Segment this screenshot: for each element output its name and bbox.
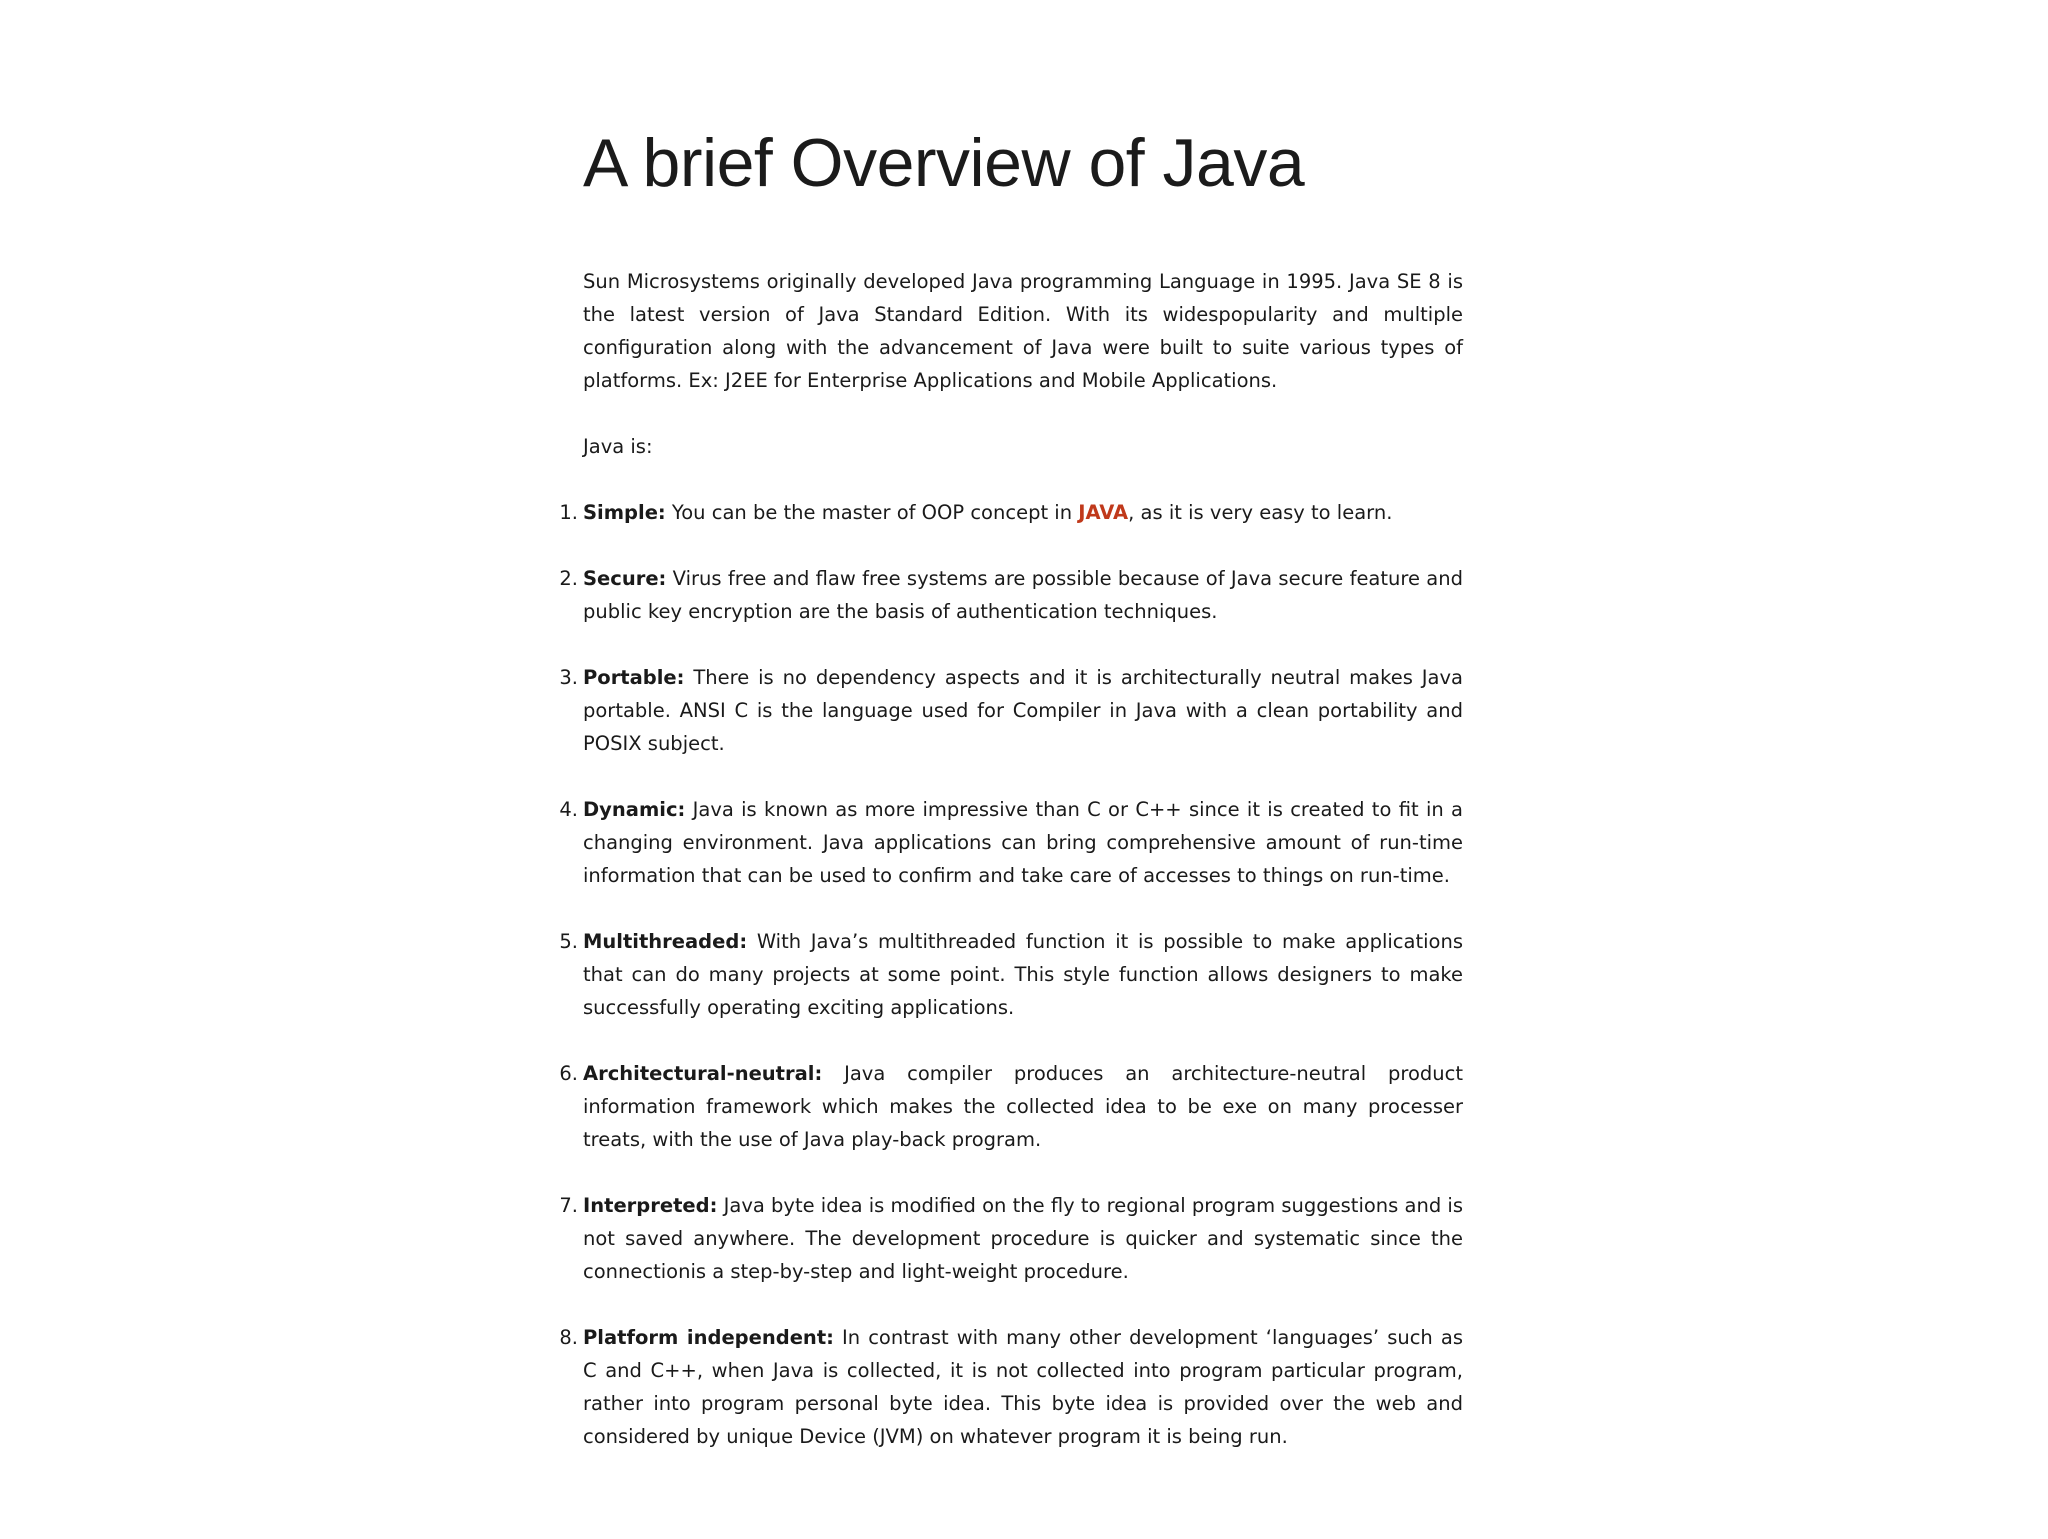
feature-text: Java compiler produces an architecture-neutral product information framework which makes the collected idea to be exe on many processer treats, with the use of Java play-back program. [583, 1062, 1463, 1151]
document-page [559, 118, 1463, 1486]
feature-text: You can be the master of OOP concept in [665, 501, 1079, 524]
feature-term: Multithreaded: [583, 930, 748, 953]
list-item [559, 1057, 1463, 1156]
feature-text: , as it is very easy to learn. [1128, 501, 1393, 524]
list-item [559, 562, 1463, 628]
feature-term: Portable: [583, 666, 685, 689]
list-item-number: 2. [559, 567, 578, 590]
feature-list [559, 496, 1463, 1453]
list-item-number: 4. [559, 798, 578, 821]
intro-paragraph: Sun Microsystems originally developed Java programming Language in 1995. Java SE 8 is the latest version of Java Standard Edition. With its widespopularity and multiple configuration along with the advancement of Java were built to suite various types of platforms. Ex: J2EE for Enterprise Applications and Mobile Applications. [583, 270, 1463, 392]
list-item-number: 8. [559, 1326, 578, 1349]
list-item-number: 5. [559, 930, 578, 953]
java-is-label: Java is: [583, 435, 653, 458]
feature-term: Architectural-neutral: [583, 1062, 823, 1085]
feature-term: Dynamic: [583, 798, 686, 821]
feature-text: Java is known as more impressive than C or C++ since it is created to fit in a changing environment. Java applications can bring comprehensive amount of run-time information that can be used to confirm and take care of accesses to things on run-time. [583, 798, 1463, 887]
feature-term: Platform independent: [583, 1326, 834, 1349]
list-item [559, 1321, 1463, 1453]
list-item [559, 661, 1463, 760]
feature-term: Simple: [583, 501, 666, 524]
feature-text: Virus free and flaw free systems are possible because of Java secure feature and public key encryption are the basis of authentication techniques. [583, 567, 1463, 623]
feature-term: Secure: [583, 567, 667, 590]
list-item-number: 3. [559, 666, 578, 689]
list-item-number: 6. [559, 1062, 578, 1085]
java-highlight: JAVA [1078, 501, 1129, 524]
list-item [559, 1189, 1463, 1288]
feature-text: With Java’s multithreaded function it is possible to make applications that can do many projects at some point. This style function allows designers to make successfully operating exciting applications. [583, 930, 1463, 1019]
list-item [559, 793, 1463, 892]
list-item-number: 1. [559, 501, 578, 524]
feature-text: In contrast with many other development ‘languages’ such as C and C++, when Java is collected, it is not collected into program particular program, rather into program personal byte idea. This byte idea is provided over the web and considered by unique Device (JVM) on whatever program it is being run. [583, 1326, 1463, 1448]
list-item-number: 7. [559, 1194, 578, 1217]
list-item [559, 496, 1463, 529]
list-item [559, 925, 1463, 1024]
feature-text: Java byte idea is modified on the fly to regional program suggestions and is not saved anywhere. The development procedure is quicker and systematic since the connectionis a step-by-step and light-weight procedure. [583, 1194, 1463, 1283]
feature-text: There is no dependency aspects and it is architecturally neutral makes Java portable. ANSI C is the language used for Compiler in Java with a clean portability and POSIX subject. [583, 666, 1463, 755]
feature-term: Interpreted: [583, 1194, 718, 1217]
page-title: A brief Overview of Java [583, 125, 1305, 201]
